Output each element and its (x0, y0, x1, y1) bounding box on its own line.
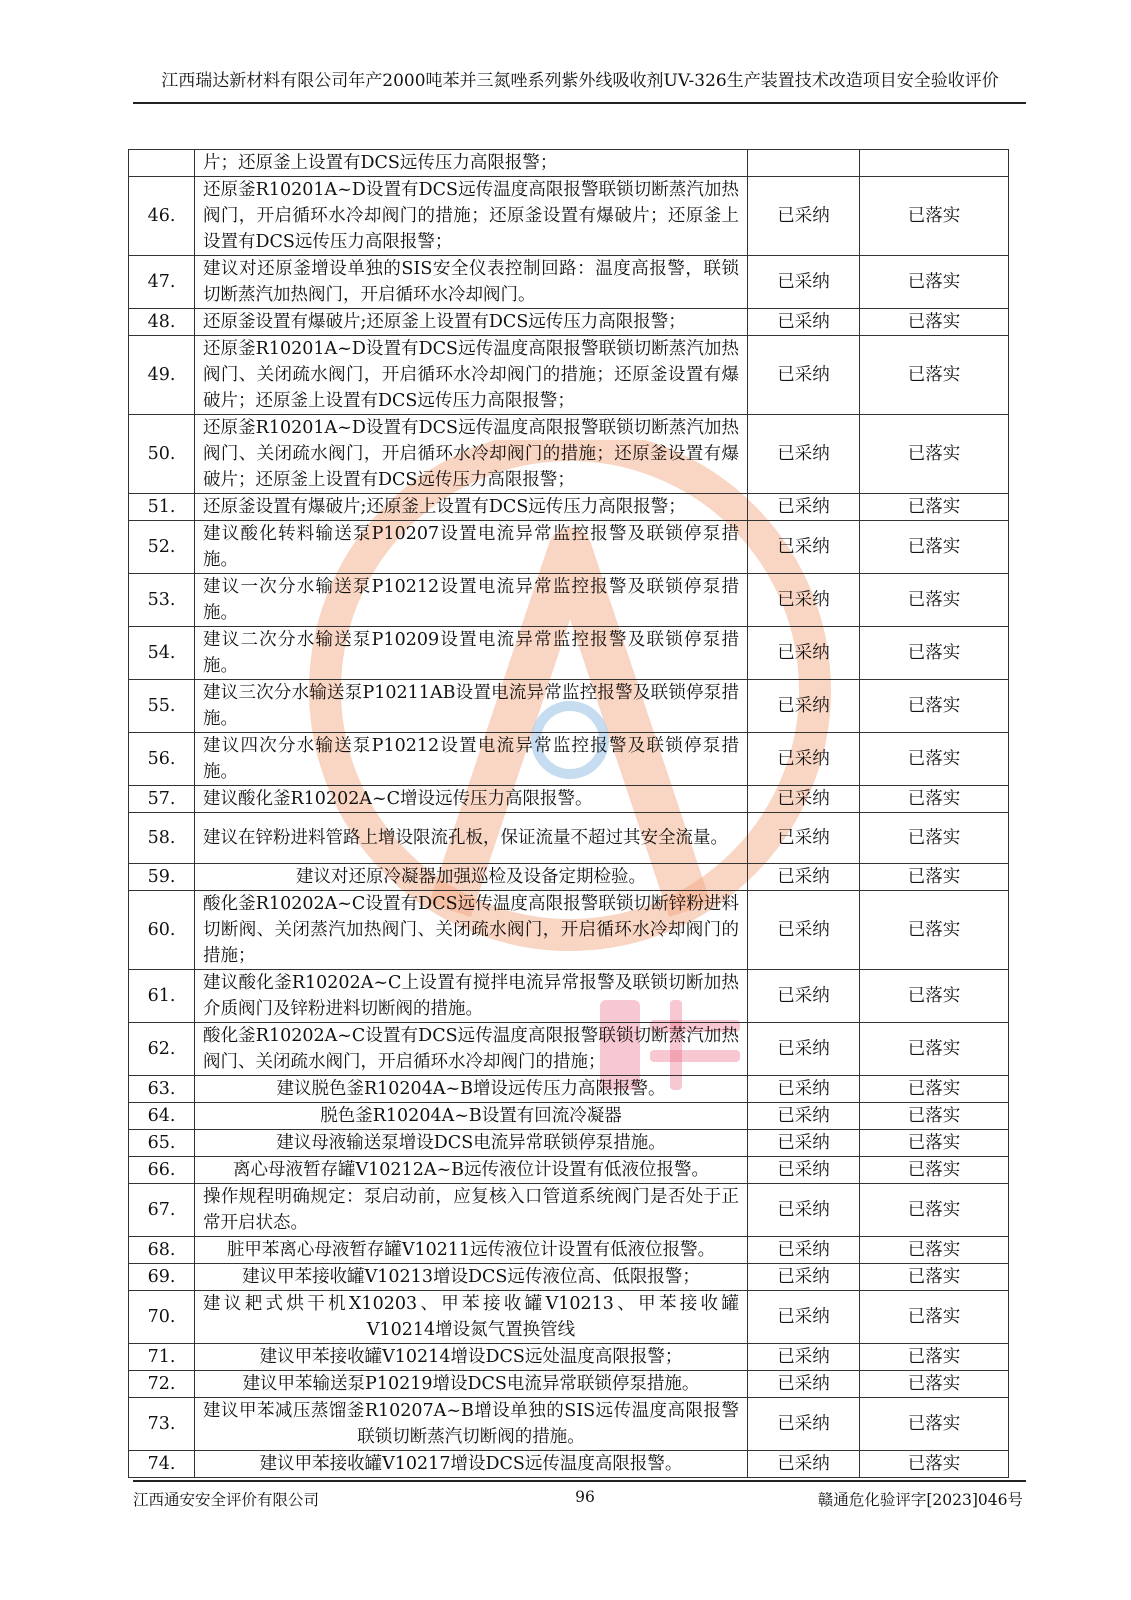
row-number: 57. (129, 786, 195, 813)
measure-text: 建议脱色釜R10204A~B增设远传压力高限报警。 (195, 1076, 748, 1103)
table-row (129, 1371, 1009, 1398)
implemented-status: 已落实 (860, 574, 1009, 627)
row-number: 49. (129, 336, 195, 415)
table-row (129, 970, 1009, 1023)
row-number: 73. (129, 1398, 195, 1451)
measure-text: 建议酸化釜R10202A~C上设置有搅拌电流异常报警及联锁切断加热介质阀门及锌粉进料切断阀的措施。 (195, 970, 748, 1023)
adopted-status: 已采纳 (748, 864, 860, 891)
row-number: 59. (129, 864, 195, 891)
adopted-status: 已采纳 (748, 1023, 860, 1076)
measure-text: 离心母液暂存罐V10212A~B远传液位计设置有低液位报警。 (195, 1157, 748, 1184)
row-number: 67. (129, 1184, 195, 1237)
implemented-status: 已落实 (860, 786, 1009, 813)
table-row (129, 574, 1009, 627)
adopted-status: 已采纳 (748, 970, 860, 1023)
adopted-status: 已采纳 (748, 1371, 860, 1398)
implemented-status: 已落实 (860, 627, 1009, 680)
table-row (129, 786, 1009, 813)
adopted-status: 已采纳 (748, 309, 860, 336)
table-row (129, 864, 1009, 891)
measure-text: 建议甲苯输送泵P10219增设DCS电流异常联锁停泵措施。 (195, 1371, 748, 1398)
table-row (129, 680, 1009, 733)
adopted-status: 已采纳 (748, 1076, 860, 1103)
measure-text: 建议酸化釜R10202A~C增设远传压力高限报警。 (195, 786, 748, 813)
table-row (129, 150, 1009, 177)
measure-text: 还原釜R10201A~D设置有DCS远传温度高限报警联锁切断蒸汽加热阀门，开启循环水冷却阀门的措施；还原釜设置有爆破片；还原釜上设置有DCS远传压力高限报警； (195, 177, 748, 256)
implemented-status: 已落实 (860, 1371, 1009, 1398)
row-number: 71. (129, 1344, 195, 1371)
table-row (129, 521, 1009, 574)
measures-table (128, 149, 1009, 1478)
implemented-status: 已落实 (860, 813, 1009, 864)
adopted-status: 已采纳 (748, 1130, 860, 1157)
implemented-status: 已落实 (860, 1264, 1009, 1291)
measure-text: 建议对还原冷凝器加强巡检及设备定期检验。 (195, 864, 748, 891)
row-number: 68. (129, 1237, 195, 1264)
row-number: 70. (129, 1291, 195, 1344)
table-row (129, 1264, 1009, 1291)
measure-text: 片；还原釜上设置有DCS远传压力高限报警； (195, 150, 748, 177)
measure-text: 建议对还原釜增设单独的SIS安全仪表控制回路：温度高报警，联锁切断蒸汽加热阀门，开启循环水冷却阀门。 (195, 256, 748, 309)
implemented-status: 已落实 (860, 1157, 1009, 1184)
row-number: 48. (129, 309, 195, 336)
table-row (129, 1237, 1009, 1264)
implemented-status: 已落实 (860, 733, 1009, 786)
measure-text: 还原釜设置有爆破片;还原釜上设置有DCS远传压力高限报警； (195, 309, 748, 336)
implemented-status: 已落实 (860, 336, 1009, 415)
measure-text: 操作规程明确规定：泵启动前，应复核入口管道系统阀门是否处于正常开启状态。 (195, 1184, 748, 1237)
document-header: 江西瑞达新材料有限公司年产2000吨苯并三氮唑系列紫外线吸收剂UV-326生产装置技术改造项目安全验收评价 (161, 71, 999, 91)
measure-text: 建议甲苯接收罐V10213增设DCS远传液位高、低限报警； (195, 1264, 748, 1291)
table-row (129, 627, 1009, 680)
row-number: 74. (129, 1451, 195, 1478)
implemented-status: 已落实 (860, 494, 1009, 521)
adopted-status: 已采纳 (748, 1237, 860, 1264)
footer-rule (133, 1480, 1026, 1482)
row-number: 60. (129, 891, 195, 970)
implemented-status (860, 150, 1009, 177)
adopted-status: 已采纳 (748, 494, 860, 521)
measure-text: 建议在锌粉进料管路上增设限流孔板，保证流量不超过其安全流量。 (195, 813, 748, 864)
implemented-status: 已落实 (860, 1451, 1009, 1478)
implemented-status: 已落实 (860, 521, 1009, 574)
adopted-status: 已采纳 (748, 1264, 860, 1291)
header-rule (133, 102, 1026, 104)
table-row (129, 1291, 1009, 1344)
table-row (129, 733, 1009, 786)
implemented-status: 已落实 (860, 1130, 1009, 1157)
measure-text: 脱色釜R10204A~B设置有回流冷凝器 (195, 1103, 748, 1130)
row-number: 47. (129, 256, 195, 309)
implemented-status: 已落实 (860, 891, 1009, 970)
row-number: 46. (129, 177, 195, 256)
measure-text: 建议二次分水输送泵P10209设置电流异常监控报警及联锁停泵措施。 (195, 627, 748, 680)
implemented-status: 已落实 (860, 1398, 1009, 1451)
implemented-status: 已落实 (860, 177, 1009, 256)
measure-text: 建议甲苯接收罐V10214增设DCS远处温度高限报警； (195, 1344, 748, 1371)
implemented-status: 已落实 (860, 256, 1009, 309)
measure-text: 建议三次分水输送泵P10211AB设置电流异常监控报警及联锁停泵措施。 (195, 680, 748, 733)
adopted-status: 已采纳 (748, 256, 860, 309)
table-row (129, 1451, 1009, 1478)
adopted-status: 已采纳 (748, 1344, 860, 1371)
table-row (129, 494, 1009, 521)
row-number: 64. (129, 1103, 195, 1130)
adopted-status: 已采纳 (748, 415, 860, 494)
adopted-status: 已采纳 (748, 1103, 860, 1130)
table-row (129, 256, 1009, 309)
measure-text: 建议四次分水输送泵P10212设置电流异常监控报警及联锁停泵措施。 (195, 733, 748, 786)
row-number: 61. (129, 970, 195, 1023)
implemented-status: 已落实 (860, 1076, 1009, 1103)
row-number: 69. (129, 1264, 195, 1291)
measure-text: 建议甲苯减压蒸馏釜R10207A~B增设单独的SIS远传温度高限报警联锁切断蒸汽切断阀的措施。 (195, 1398, 748, 1451)
measure-text: 还原釜R10201A~D设置有DCS远传温度高限报警联锁切断蒸汽加热阀门、关闭疏水阀门，开启循环水冷却阀门的措施；还原釜设置有爆破片；还原釜上设置有DCS远传压力高限报警； (195, 336, 748, 415)
implemented-status: 已落实 (860, 864, 1009, 891)
implemented-status: 已落实 (860, 1184, 1009, 1237)
measure-text: 酸化釜R10202A~C设置有DCS远传温度高限报警联锁切断蒸汽加热阀门、关闭疏水阀门，开启循环水冷却阀门的措施； (195, 1023, 748, 1076)
table-row (129, 1344, 1009, 1371)
adopted-status: 已采纳 (748, 680, 860, 733)
measure-text: 酸化釜R10202A~C设置有DCS远传温度高限报警联锁切断锌粉进料切断阀、关闭蒸汽加热阀门、关闭疏水阀门，开启循环水冷却阀门的措施； (195, 891, 748, 970)
adopted-status: 已采纳 (748, 1157, 860, 1184)
table-row (129, 1076, 1009, 1103)
table-row (129, 1023, 1009, 1076)
implemented-status: 已落实 (860, 415, 1009, 494)
measure-text: 建议甲苯接收罐V10217增设DCS远传温度高限报警。 (195, 1451, 748, 1478)
adopted-status: 已采纳 (748, 1398, 860, 1451)
implemented-status: 已落实 (860, 1344, 1009, 1371)
row-number: 62. (129, 1023, 195, 1076)
row-number: 63. (129, 1076, 195, 1103)
adopted-status (748, 150, 860, 177)
table-row (129, 1398, 1009, 1451)
row-number (129, 150, 195, 177)
table-row (129, 309, 1009, 336)
measure-text: 建议酸化转料输送泵P10207设置电流异常监控报警及联锁停泵措施。 (195, 521, 748, 574)
implemented-status: 已落实 (860, 1023, 1009, 1076)
row-number: 72. (129, 1371, 195, 1398)
implemented-status: 已落实 (860, 970, 1009, 1023)
adopted-status: 已采纳 (748, 177, 860, 256)
row-number: 58. (129, 813, 195, 864)
adopted-status: 已采纳 (748, 1451, 860, 1478)
adopted-status: 已采纳 (748, 1291, 860, 1344)
implemented-status: 已落实 (860, 1237, 1009, 1264)
footer-company: 江西通安安全评价有限公司 (133, 1491, 320, 1509)
adopted-status: 已采纳 (748, 336, 860, 415)
implemented-status: 已落实 (860, 680, 1009, 733)
row-number: 53. (129, 574, 195, 627)
row-number: 50. (129, 415, 195, 494)
measure-text: 建议一次分水输送泵P10212设置电流异常监控报警及联锁停泵措施。 (195, 574, 748, 627)
adopted-status: 已采纳 (748, 627, 860, 680)
footer-page-number: 96 (575, 1488, 595, 1506)
implemented-status: 已落实 (860, 309, 1009, 336)
table-row (129, 1157, 1009, 1184)
row-number: 56. (129, 733, 195, 786)
table-row (129, 1130, 1009, 1157)
adopted-status: 已采纳 (748, 813, 860, 864)
adopted-status: 已采纳 (748, 786, 860, 813)
table-row (129, 177, 1009, 256)
implemented-status: 已落实 (860, 1291, 1009, 1344)
table-row (129, 891, 1009, 970)
row-number: 66. (129, 1157, 195, 1184)
implemented-status: 已落实 (860, 1103, 1009, 1130)
row-number: 51. (129, 494, 195, 521)
table-row (129, 1103, 1009, 1130)
row-number: 52. (129, 521, 195, 574)
adopted-status: 已采纳 (748, 733, 860, 786)
adopted-status: 已采纳 (748, 521, 860, 574)
measure-text: 脏甲苯离心母液暂存罐V10211远传液位计设置有低液位报警。 (195, 1237, 748, 1264)
row-number: 55. (129, 680, 195, 733)
row-number: 54. (129, 627, 195, 680)
adopted-status: 已采纳 (748, 1184, 860, 1237)
adopted-status: 已采纳 (748, 574, 860, 627)
table-row (129, 336, 1009, 415)
measure-text: 建议母液输送泵增设DCS电流异常联锁停泵措施。 (195, 1130, 748, 1157)
table-row (129, 415, 1009, 494)
row-number: 65. (129, 1130, 195, 1157)
measure-text: 建议耙式烘干机X10203、甲苯接收罐V10213、甲苯接收罐V10214增设氮气置换管线 (195, 1291, 748, 1344)
measure-text: 还原釜设置有爆破片;还原釜上设置有DCS远传压力高限报警； (195, 494, 748, 521)
table-row (129, 813, 1009, 864)
measure-text: 还原釜R10201A~D设置有DCS远传温度高限报警联锁切断蒸汽加热阀门、关闭疏水阀门，开启循环水冷却阀门的措施；还原釜设置有爆破片；还原釜上设置有DCS远传压力高限报警； (195, 415, 748, 494)
table-row (129, 1184, 1009, 1237)
footer-report-code: 赣通危化验评字[2023]046号 (817, 1491, 1023, 1509)
adopted-status: 已采纳 (748, 891, 860, 970)
